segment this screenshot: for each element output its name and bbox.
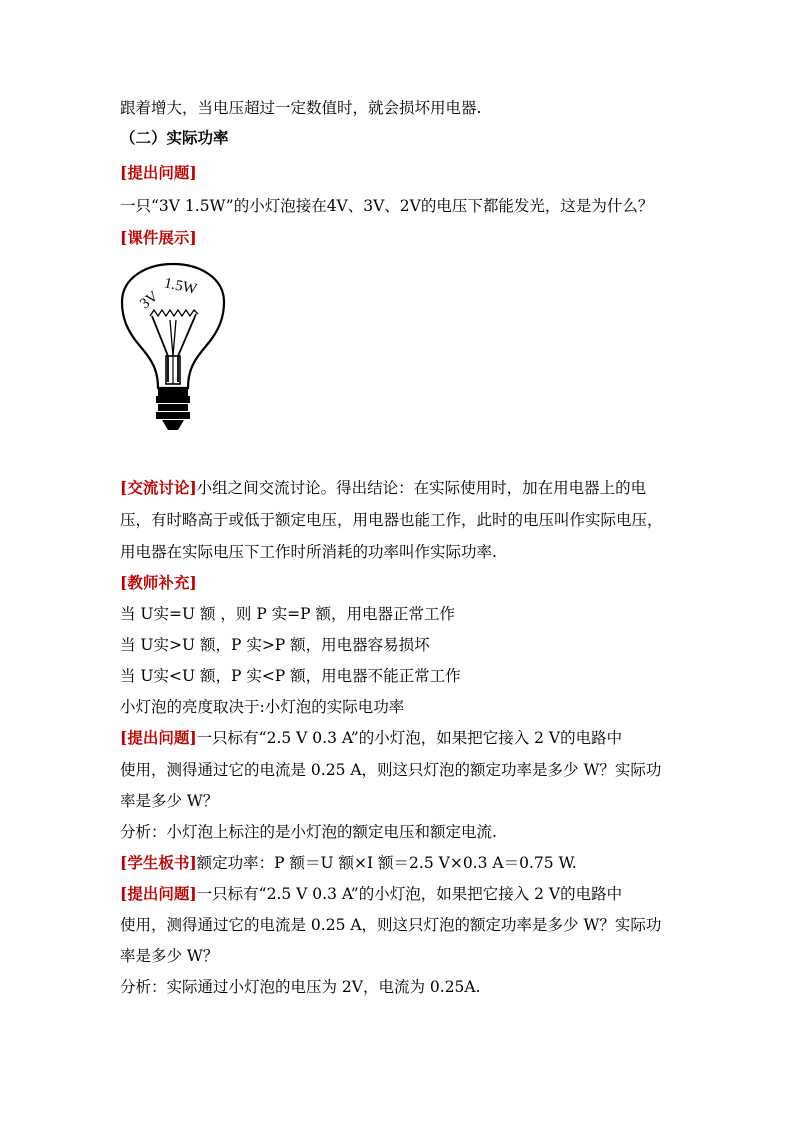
tag-ask-question: [提出问题] bbox=[120, 728, 197, 747]
tag-exchange-discussion: [交流讨论] bbox=[120, 478, 197, 497]
text-line: 分析：小灯泡上标注的是小灯泡的额定电压和额定电流. bbox=[120, 823, 497, 841]
question-line bbox=[120, 884, 622, 904]
student-board-line bbox=[120, 853, 577, 873]
text-line: 压，有时略高于或低于额定电压，用电器也能工作，此时的电压叫作实际电压， bbox=[120, 511, 663, 529]
tag-teacher-supplement: [教师补充] bbox=[120, 573, 197, 592]
text-span: 一只标有“2.5 V 0.3 A”的小灯泡，如果把它接入 2 V的电路中 bbox=[196, 729, 623, 747]
svg-text:3V: 3V bbox=[137, 288, 162, 313]
text-span: 一只标有“2.5 V 0.3 A”的小灯泡，如果把它接入 2 V的电路中 bbox=[196, 885, 623, 903]
text-span: 额定功率：P 额＝U 额×I 额＝2.5 V×0.3 A＝0.75 W. bbox=[196, 854, 577, 872]
tag-ask-question: [提出问题] bbox=[120, 163, 197, 182]
section-heading: （二）实际功率 bbox=[120, 128, 229, 147]
bulb-label-text bbox=[137, 275, 199, 312]
text-line: 率是多少 W？ bbox=[120, 792, 219, 810]
text-line: 当 U实>U 额，P 实>P 额，用电器容易损坏 bbox=[120, 636, 430, 654]
text-span: 小组之间交流讨论。得出结论：在实际使用时，加在用电器上的电 bbox=[196, 479, 647, 497]
discussion-line bbox=[120, 478, 646, 498]
light-bulb-image bbox=[118, 260, 228, 432]
text-line: 跟着增大，当电压超过一定数值时，就会损坏用电器. bbox=[120, 99, 482, 117]
text-line: 率是多少 W？ bbox=[120, 947, 219, 965]
text-line: 当 U实<U 额，P 实<P 额，用电器不能正常工作 bbox=[120, 667, 461, 685]
tag-ask-question: [提出问题] bbox=[120, 884, 197, 903]
text-line: 当 U实=U 额 ，则 P 实=P 额，用电器正常工作 bbox=[120, 605, 456, 623]
tag-student-board: [学生板书] bbox=[120, 853, 197, 872]
text-line: 小灯泡的亮度取决于:小灯泡的实际电功率 bbox=[120, 698, 405, 716]
text-line: 使用，测得通过它的电流是 0.25 A，则这只灯泡的额定功率是多少 W？实际功 bbox=[120, 761, 662, 779]
text-line: 一只“3V 1.5W”的小灯泡接在4V、3V、2V的电压下都能发光，这是为什么？ bbox=[120, 197, 654, 215]
tag-courseware-display: [课件展示] bbox=[120, 228, 197, 247]
text-line: 使用，测得通过它的电流是 0.25 A，则这只灯泡的额定功率是多少 W？实际功 bbox=[120, 916, 662, 934]
text-line: 用电器在实际电压下工作时所消耗的功率叫作实际功率. bbox=[120, 543, 497, 561]
text-line: 分析：实际通过小灯泡的电压为 2V，电流为 0.25A. bbox=[120, 978, 481, 996]
svg-text:1.5W: 1.5W bbox=[162, 275, 199, 298]
question-line bbox=[120, 728, 622, 748]
